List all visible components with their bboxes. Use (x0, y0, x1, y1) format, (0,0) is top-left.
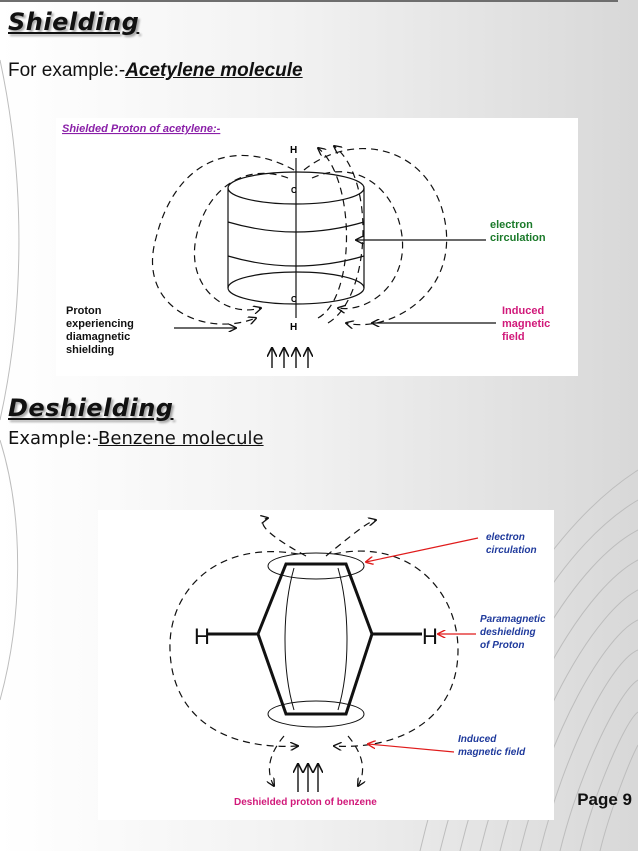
applied-field-arrows (272, 348, 308, 368)
applied-field-arrows (298, 764, 318, 792)
benzene-diagram (98, 510, 554, 820)
benzene-caption: Deshielded proton of benzene (234, 797, 377, 808)
electron-cloud-cylinder (228, 158, 364, 318)
label-para-line3: of Proton (480, 640, 525, 651)
acetylene-figure (56, 118, 578, 376)
label-para-line2: deshielding (480, 627, 536, 638)
atom-c-top: C (291, 186, 297, 195)
label-induced-line1: Induced (458, 734, 497, 745)
label-electron-line2: circulation (486, 545, 537, 556)
label-para-line1: Paramagnetic (480, 614, 546, 625)
deshielding-example-line (8, 428, 264, 449)
pointer-arrows (174, 240, 496, 328)
shielding-example-line (8, 60, 303, 82)
deshielding-title: Deshielding (8, 394, 174, 422)
benzene-figure (98, 510, 554, 820)
deshielding-example-prefix: Example:- (8, 428, 99, 449)
label-induced-line2: magnetic field (458, 747, 526, 758)
label-proton-line1: Proton (66, 305, 102, 317)
atom-h-bottom: H (290, 322, 298, 333)
shielding-title: Shielding (8, 8, 140, 36)
label-electron-line1: electron (486, 532, 525, 543)
label-proton-line4: shielding (66, 344, 115, 356)
atom-h-top: H (290, 145, 298, 156)
induced-field-lines (170, 518, 458, 786)
atom-h-right: H (422, 624, 438, 649)
page-number: Page 9 (577, 790, 632, 809)
atom-h-left: H (194, 624, 210, 649)
induced-field-lines (152, 146, 446, 325)
acetylene-caption: Shielded Proton of acetylene:- (62, 123, 221, 135)
label-electron-line2: circulation (490, 232, 546, 244)
label-induced-line1: Induced (502, 305, 545, 317)
label-proton-line2: experiencing (66, 318, 134, 330)
label-proton-line3: diamagnetic (66, 331, 131, 343)
acetylene-diagram (56, 118, 578, 376)
shielding-example-prefix: For example:- (8, 60, 126, 81)
label-electron-line1: electron (490, 219, 533, 231)
atom-c-bottom: C (291, 295, 297, 304)
label-induced-line2: magnetic (502, 318, 551, 330)
shielding-example-name: Acetylene molecule (125, 60, 303, 81)
benzene-ring (208, 564, 422, 714)
label-induced-line3: field (502, 331, 525, 343)
top-rule (0, 0, 618, 2)
deshielding-example-name: Benzene molecule (98, 428, 264, 449)
